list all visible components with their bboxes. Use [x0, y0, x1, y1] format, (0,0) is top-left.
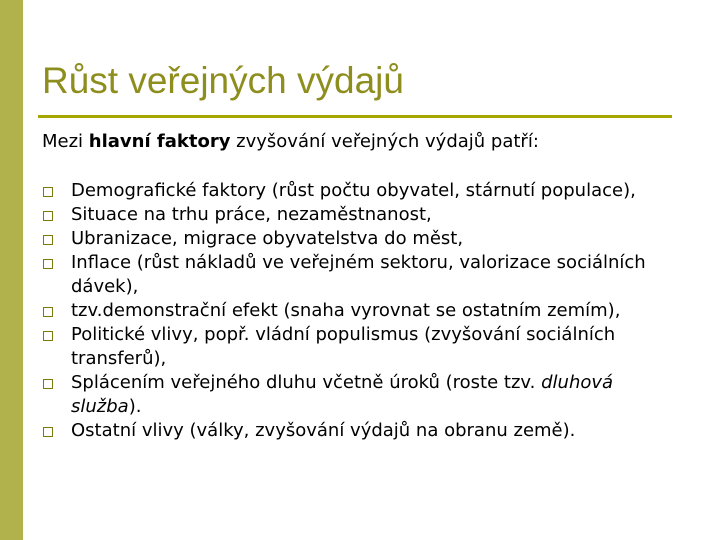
- list-item: [41, 419, 681, 443]
- list-item: [41, 299, 681, 323]
- list-item-text: Politické vlivy, popř. vládní populismus (zvyšování sociálních transferů),: [71, 324, 616, 369]
- list-item: [41, 371, 681, 419]
- list-item: [41, 203, 681, 227]
- intro-text: [42, 129, 539, 155]
- square-bullet-icon: [43, 331, 53, 341]
- list-item-text: Ostatní vlivy (války, zvyšování výdajů na obranu země).: [71, 420, 576, 441]
- square-bullet-icon: [43, 379, 53, 389]
- square-bullet-icon: [43, 235, 53, 245]
- square-bullet-icon: [43, 307, 53, 317]
- list-item: [41, 227, 681, 251]
- list-item: [41, 251, 681, 299]
- intro-suffix: zvyšování veřejných výdajů patří:: [230, 131, 539, 152]
- list-item-text: Inflace (růst nákladů ve veřejném sektoru, valorizace sociálních dávek),: [71, 252, 646, 297]
- square-bullet-icon: [43, 187, 53, 197]
- intro-bold: hlavní faktory: [88, 131, 231, 152]
- list-item-text: Ubranizace, migrace obyvatelstva do měst,: [71, 228, 464, 249]
- list-item-text: Situace na trhu práce, nezaměstnanost,: [71, 204, 432, 225]
- left-accent-bar: [0, 0, 23, 540]
- list-item: [41, 179, 681, 203]
- slide-title: Růst veřejných výdajů: [42, 60, 404, 101]
- square-bullet-icon: [43, 427, 53, 437]
- intro-prefix: Mezi: [42, 131, 89, 152]
- list-item-text: Demografické faktory (růst počtu obyvatel, stárnutí populace),: [71, 180, 636, 201]
- list-item-text: tzv.demonstrační efekt (snaha vyrovnat se ostatním zemím),: [71, 300, 621, 321]
- list-item-italic: dluhová služba: [71, 372, 614, 417]
- list-item-text-end: ).: [128, 396, 142, 417]
- title-underline: [38, 115, 672, 118]
- list-item-text: Splácením veřejného dluhu včetně úroků (roste tzv.: [71, 372, 542, 393]
- list-item: [41, 323, 681, 371]
- square-bullet-icon: [43, 259, 53, 269]
- factor-list: [41, 179, 681, 443]
- square-bullet-icon: [43, 211, 53, 221]
